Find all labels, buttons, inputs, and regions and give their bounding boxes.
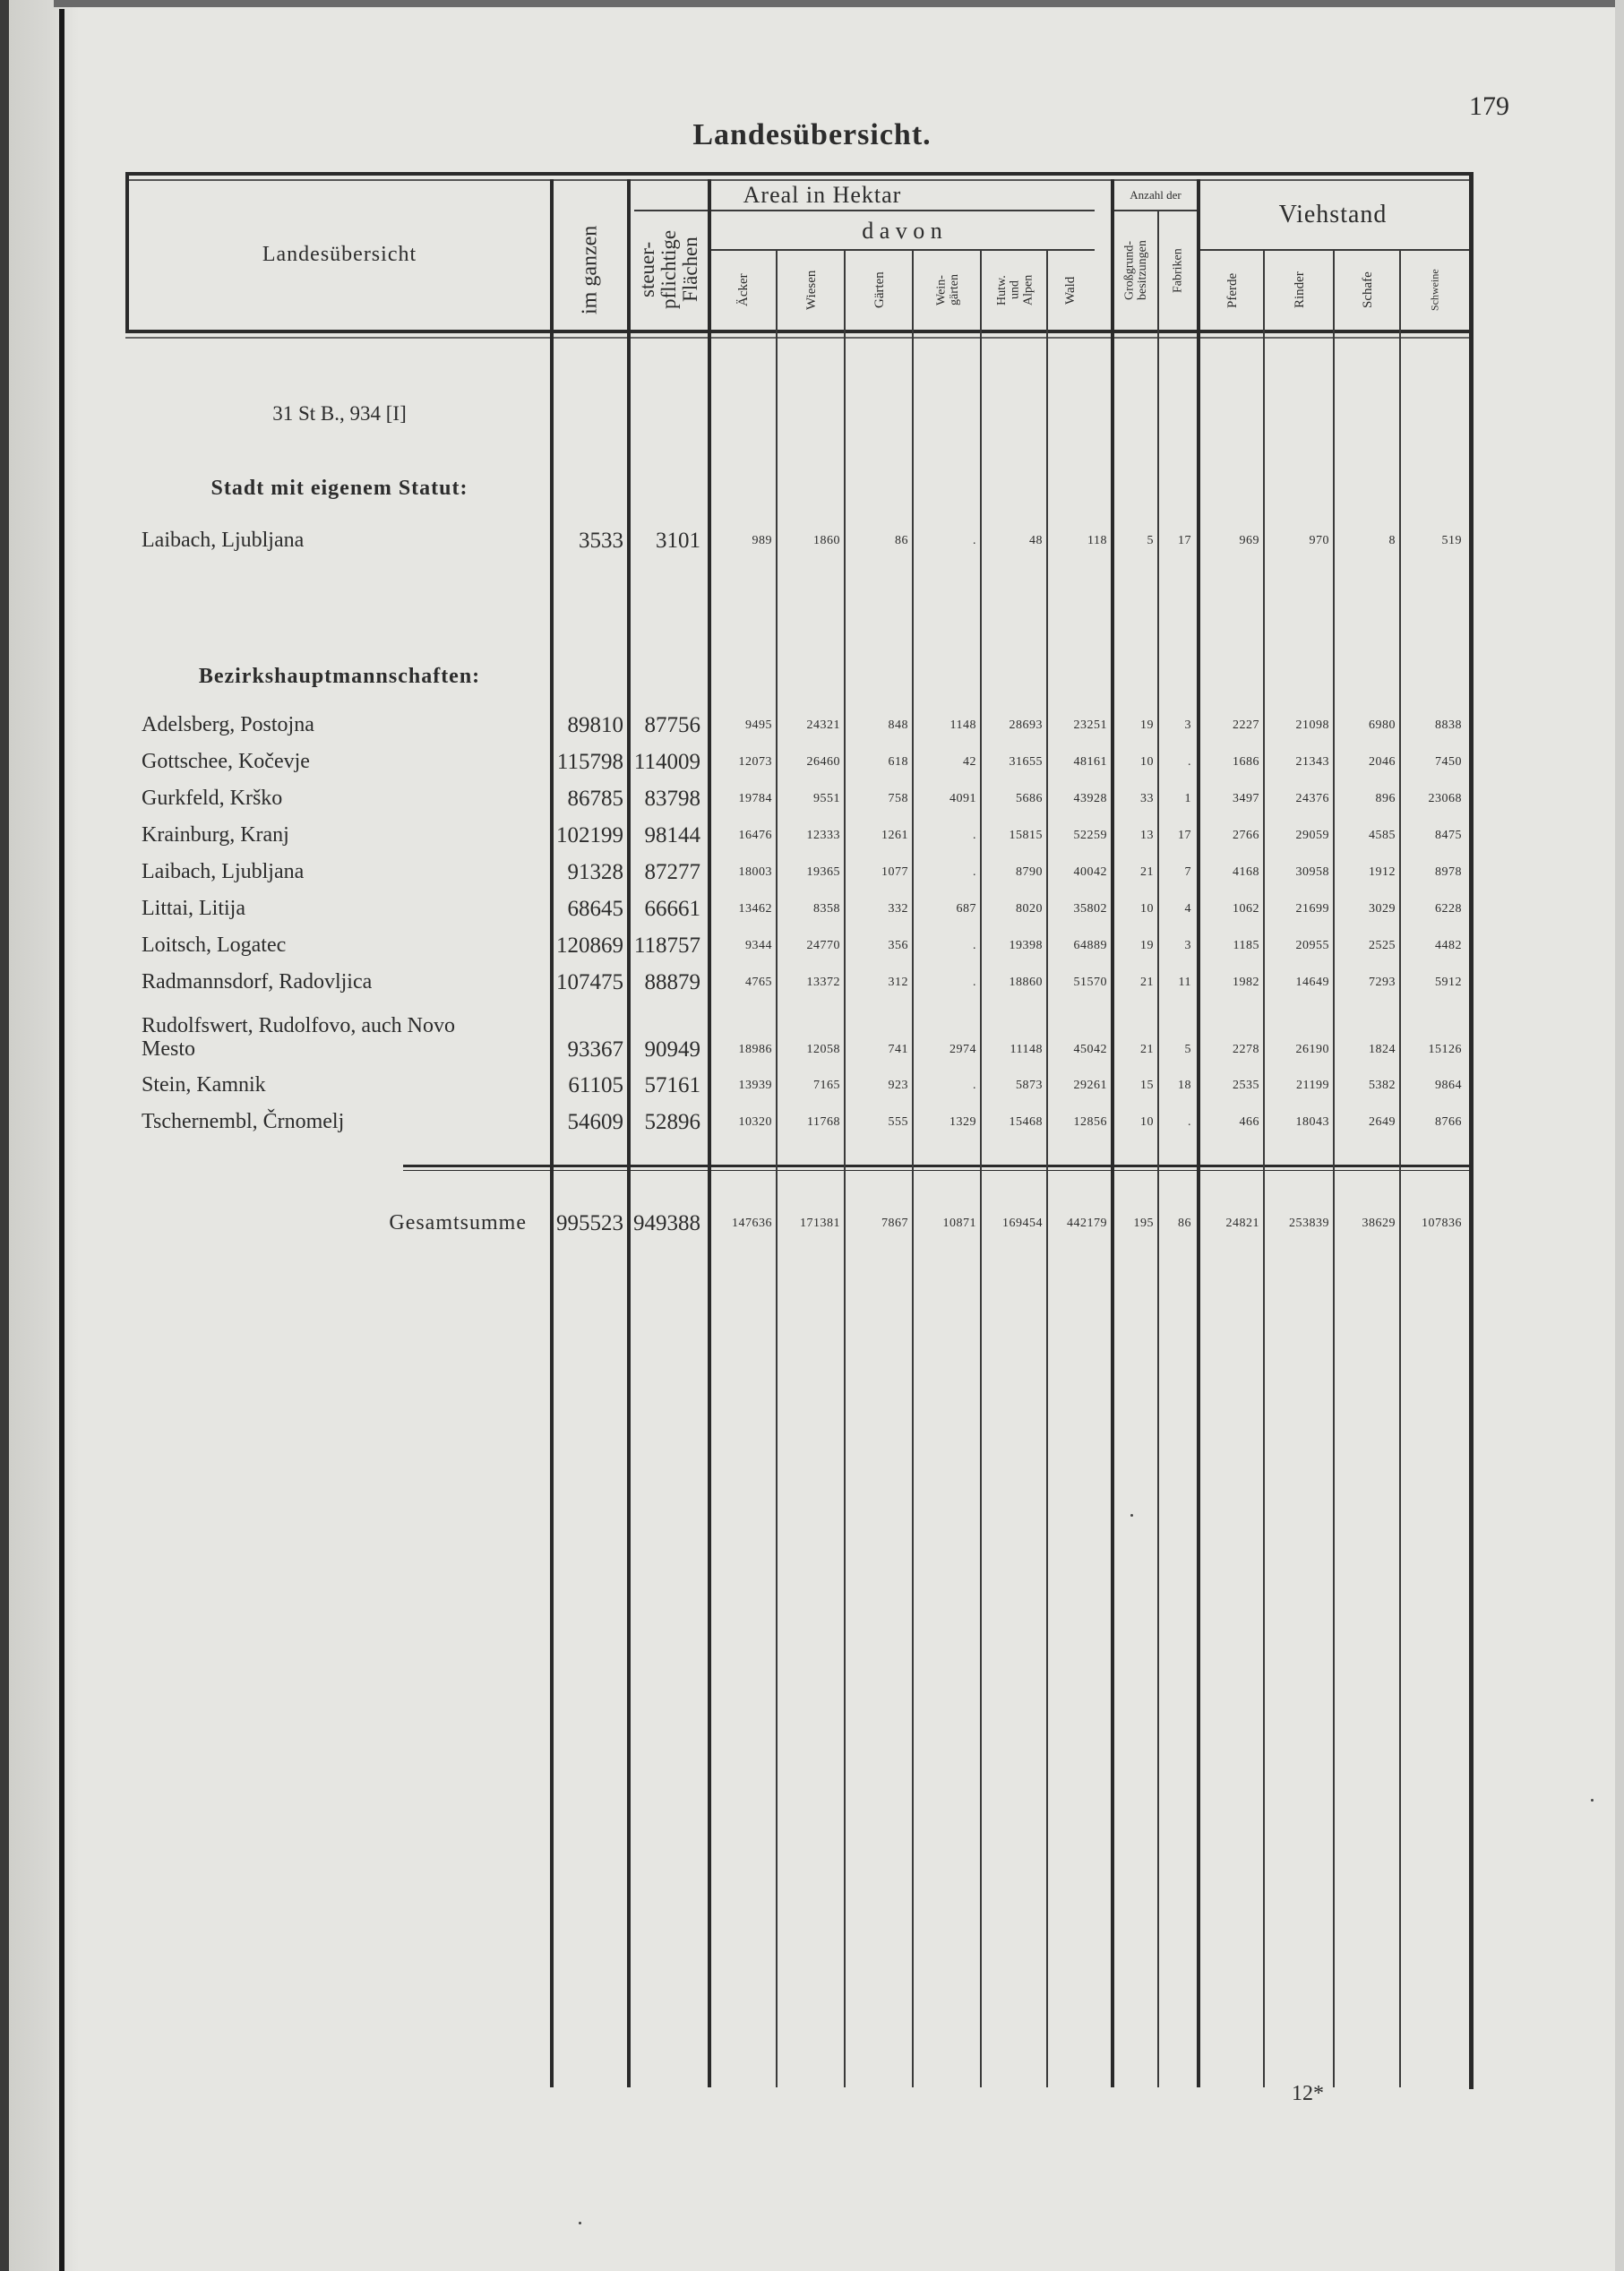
column-rule (550, 179, 554, 2087)
row-name: Laibach, Ljubljana (142, 529, 305, 552)
table-cell: 19398 (1009, 939, 1043, 952)
table-cell: 4 (1184, 902, 1191, 916)
table-cell: 1686 (1233, 755, 1259, 769)
row-name: Littai, Litija (142, 897, 245, 920)
table-cell: 758 (888, 792, 908, 805)
table-cell: 4168 (1233, 865, 1259, 879)
header-fabriken: Fabriken (1171, 248, 1185, 293)
table-cell: 741 (888, 1043, 908, 1056)
table-cell: 1824 (1369, 1043, 1396, 1056)
header-bottom-rule (125, 330, 1469, 333)
table-cell: 9344 (745, 939, 772, 952)
table-cell: 86785 (567, 787, 623, 811)
table-cell: 12058 (806, 1043, 840, 1056)
table-cell: 52896 (644, 1110, 700, 1134)
table-cell: 66661 (644, 897, 700, 921)
table-cell: 5 (1147, 534, 1154, 547)
table-cell: 51570 (1073, 976, 1107, 989)
table-cell: 949388 (633, 1211, 700, 1235)
table-cell: 7165 (813, 1079, 840, 1092)
table-cell: 57161 (644, 1073, 700, 1097)
column-rule (1333, 251, 1335, 2087)
running-title: Landesübersicht. (692, 118, 932, 151)
table-cell: 19 (1140, 718, 1154, 732)
table-cell: 8020 (1016, 902, 1043, 916)
table-cell: 28693 (1009, 718, 1043, 732)
column-rule (912, 251, 914, 2087)
table-cell: 12856 (1073, 1115, 1107, 1129)
table-cell: 24321 (806, 718, 840, 732)
table-cell: 7867 (881, 1217, 908, 1230)
table-cell: 169454 (1002, 1217, 1043, 1230)
sheet-signature: 12* (1292, 2082, 1324, 2105)
table-cell: 18043 (1295, 1115, 1329, 1129)
table-cell: . (973, 1079, 976, 1092)
table-cell: 93367 (567, 1037, 623, 1062)
table-cell: 8475 (1435, 829, 1462, 842)
header-davon: d a v o n (862, 218, 942, 244)
table-cell: 3 (1184, 939, 1191, 952)
column-rule (844, 251, 846, 2087)
table-cell: 3 (1184, 718, 1191, 732)
column-rule (1157, 211, 1159, 2087)
table-cell: 2766 (1233, 829, 1259, 842)
table-cell: 91328 (567, 860, 623, 884)
table-cell: 5912 (1435, 976, 1462, 989)
table-cell: 52259 (1073, 829, 1107, 842)
header-weingaerten: Wein- gärten (934, 274, 961, 306)
table-cell: 5382 (1369, 1079, 1396, 1092)
table-cell: 33 (1140, 792, 1154, 805)
table-cell: 68645 (567, 897, 623, 921)
table-cell: 8766 (1435, 1115, 1462, 1129)
table-cell: 995523 (556, 1211, 623, 1235)
table-cell: 555 (888, 1115, 908, 1129)
table-cell: 86 (1178, 1217, 1191, 1230)
table-cell: 30958 (1295, 865, 1329, 879)
table-cell: 171381 (800, 1217, 840, 1230)
table-cell: 43928 (1073, 792, 1107, 805)
table-cell: 42 (963, 755, 976, 769)
header-gaerten: Gärten (872, 271, 888, 309)
table-cell: . (1188, 755, 1191, 769)
header-grossgrund: Großgrund- besitzungen (1122, 240, 1149, 301)
print-speck (1130, 1514, 1133, 1517)
table-cell: 35802 (1073, 902, 1107, 916)
table-cell: 13939 (738, 1079, 772, 1092)
table-cell: 24376 (1295, 792, 1329, 805)
table-right-rule (1469, 172, 1474, 2089)
table-cell: 17 (1178, 829, 1191, 842)
column-rule (776, 251, 778, 2087)
table-cell: 4585 (1369, 829, 1396, 842)
table-cell: 1912 (1369, 865, 1396, 879)
table-cell: 87756 (644, 713, 700, 737)
table-cell: 10 (1140, 755, 1154, 769)
table-cell: . (1188, 1115, 1191, 1129)
header-hutweiden: Hutw. und Alpen (994, 274, 1035, 306)
table-cell: 11768 (807, 1115, 840, 1129)
table-cell: 21 (1140, 1043, 1154, 1056)
table-cell: 107475 (556, 970, 623, 994)
row-name: Gurkfeld, Krško (142, 787, 283, 810)
table-cell: 38629 (1362, 1217, 1396, 1230)
table-cell: 1329 (949, 1115, 976, 1129)
column-rule (1046, 251, 1048, 2087)
table-cell: 4091 (949, 792, 976, 805)
table-cell: 88879 (644, 970, 700, 994)
davon-subrule (709, 249, 1095, 251)
table-cell: 923 (888, 1079, 908, 1092)
table-cell: 969 (1239, 534, 1259, 547)
row-name: Rudolfswert, Rudolfovo, auch Novo Mesto (142, 1014, 455, 1061)
binding-edge (0, 0, 79, 2271)
header-wiesen: Wiesen (804, 270, 820, 311)
table-cell: 102199 (556, 823, 623, 847)
table-cell: 4765 (745, 976, 772, 989)
table-cell: 2974 (949, 1043, 976, 1056)
table-cell: 1982 (1233, 976, 1259, 989)
table-cell: 13462 (738, 902, 772, 916)
table-cell: 312 (888, 976, 908, 989)
table-cell: 16476 (738, 829, 772, 842)
table-cell: 13372 (806, 976, 840, 989)
table-cell: 6980 (1369, 718, 1396, 732)
table-cell: 10871 (942, 1217, 976, 1230)
table-cell: 20955 (1295, 939, 1329, 952)
header-anzahl-group: Anzahl der (1130, 188, 1181, 202)
table-cell: 356 (888, 939, 908, 952)
table-cell: 2535 (1233, 1079, 1259, 1092)
table-cell: 1077 (881, 865, 908, 879)
table-cell: . (973, 865, 976, 879)
table-cell: 466 (1239, 1115, 1259, 1129)
table-cell: 15 (1140, 1079, 1154, 1092)
table-cell: 23068 (1428, 792, 1462, 805)
table-cell: 5873 (1016, 1079, 1043, 1092)
table-cell: 15126 (1428, 1043, 1462, 1056)
header-stub: Landesübersicht (262, 242, 417, 266)
table-cell: 6228 (1435, 902, 1462, 916)
table-cell: 7450 (1435, 755, 1462, 769)
header-schweine: Schweine (1428, 269, 1441, 312)
column-rule (708, 179, 711, 2087)
table-cell: 21098 (1295, 718, 1329, 732)
table-cell: 1261 (881, 829, 908, 842)
table-cell: 7 (1184, 865, 1191, 879)
header-pferde: Pferde (1225, 272, 1241, 308)
table-cell: 21199 (1296, 1079, 1329, 1092)
table-cell: 1860 (813, 534, 840, 547)
table-cell: 19365 (806, 865, 840, 879)
table-cell: . (973, 534, 976, 547)
table-cell: 896 (1375, 792, 1396, 805)
table-cell: 8 (1388, 534, 1396, 547)
row-name: Stein, Kamnik (142, 1073, 266, 1097)
table-cell: 5686 (1016, 792, 1043, 805)
header-wald: Wald (1063, 276, 1078, 305)
table-cell: 3533 (579, 529, 623, 553)
header-areal-group: Areal in Hektar (743, 182, 902, 208)
header-rinder: Rinder (1293, 271, 1308, 309)
table-cell: 87277 (644, 860, 700, 884)
table-cell: 118757 (633, 933, 700, 958)
table-cell: 195 (1133, 1217, 1154, 1230)
total-rule-thin (403, 1170, 1469, 1171)
table-cell: 26190 (1295, 1043, 1329, 1056)
total-rule (403, 1165, 1469, 1167)
table-cell: 1062 (1233, 902, 1259, 916)
table-cell: 253839 (1289, 1217, 1329, 1230)
table-cell: 29059 (1295, 829, 1329, 842)
table-cell: 848 (888, 718, 908, 732)
spine-shadow (59, 9, 64, 2271)
table-cell: 1185 (1233, 939, 1259, 952)
anzahl-subrule (1113, 210, 1199, 211)
table-cell: 10 (1140, 1115, 1154, 1129)
table-top-rule (125, 172, 1469, 176)
header-bottom-rule-thin (125, 337, 1469, 339)
table-cell: 8790 (1016, 865, 1043, 879)
table-cell: 7293 (1369, 976, 1396, 989)
header-im-ganzen: im ganzen (578, 225, 602, 314)
table-cell: 21 (1140, 976, 1154, 989)
header-aecker: Äcker (736, 273, 752, 307)
print-speck (579, 2222, 581, 2224)
table-cell: 8838 (1435, 718, 1462, 732)
column-rule (627, 179, 631, 2087)
header-schafe: Schafe (1361, 271, 1376, 309)
table-cell: 8358 (813, 902, 840, 916)
table-cell: 519 (1441, 534, 1462, 547)
table-cell: 48 (1029, 534, 1043, 547)
table-cell: 90949 (644, 1037, 700, 1062)
table-cell: 10 (1140, 902, 1154, 916)
table-cell: . (973, 829, 976, 842)
table-cell: 442179 (1067, 1217, 1107, 1230)
column-rule (1263, 251, 1265, 2087)
table-cell: 15815 (1009, 829, 1043, 842)
row-name: Tschernembl, Črnomelj (142, 1110, 345, 1133)
table-cell: 54609 (567, 1110, 623, 1134)
table-cell: 61105 (568, 1073, 623, 1097)
table-cell: 19784 (738, 792, 772, 805)
row-name: Radmannsdorf, Radovljica (142, 970, 373, 994)
table-cell: 40042 (1073, 865, 1107, 879)
table-cell: 147636 (732, 1217, 772, 1230)
table-cell: 24770 (806, 939, 840, 952)
table-cell: 23251 (1073, 718, 1107, 732)
table-cell: 31655 (1009, 755, 1043, 769)
table-cell: 29261 (1073, 1079, 1107, 1092)
table-cell: 21343 (1295, 755, 1329, 769)
row-name: Laibach, Ljubljana (142, 860, 305, 883)
summary-line: 31 St B., 934 [I] (272, 402, 407, 425)
row-name: Adelsberg, Postojna (142, 713, 314, 736)
table-cell: 2649 (1369, 1115, 1396, 1129)
table-cell: 13 (1140, 829, 1154, 842)
column-rule (1111, 179, 1114, 2087)
row-name: Krainburg, Kranj (142, 823, 289, 847)
table-cell: 83798 (644, 787, 700, 811)
table-cell: 12073 (738, 755, 772, 769)
row-name: Loitsch, Logatec (142, 933, 287, 957)
page-number: 179 (1469, 91, 1509, 121)
table-cell: 5 (1184, 1043, 1191, 1056)
table-cell: 64889 (1073, 939, 1107, 952)
table-cell: 18003 (738, 865, 772, 879)
table-cell: 2278 (1233, 1043, 1259, 1056)
section-heading-stadt: Stadt mit eigenem Statut: (211, 477, 468, 500)
table-cell: 45042 (1073, 1043, 1107, 1056)
section-heading-bezirke: Bezirkshauptmannschaften: (198, 665, 481, 688)
table-cell: 11 (1178, 976, 1191, 989)
column-rule (1197, 179, 1200, 2087)
table-cell: 3101 (656, 529, 700, 553)
table-cell: 114009 (633, 750, 700, 774)
table-cell: 9551 (813, 792, 840, 805)
table-cell: 89810 (567, 713, 623, 737)
table-cell: 12333 (806, 829, 840, 842)
table-cell: 15468 (1009, 1115, 1043, 1129)
table-cell: 970 (1309, 534, 1329, 547)
table-cell: 10320 (738, 1115, 772, 1129)
table-cell: 332 (888, 902, 908, 916)
table-cell: 118 (1087, 534, 1107, 547)
table-cell: 19 (1140, 939, 1154, 952)
page-top-edge (54, 0, 1624, 7)
table-cell: 4482 (1435, 939, 1462, 952)
table-cell: 21699 (1295, 902, 1329, 916)
table-cell: 687 (956, 902, 976, 916)
table-cell: 3029 (1369, 902, 1396, 916)
table-cell: 3497 (1233, 792, 1259, 805)
table-cell: 107836 (1422, 1217, 1462, 1230)
table-cell: 2525 (1369, 939, 1396, 952)
table-cell: 2227 (1233, 718, 1259, 732)
table-cell: 9864 (1435, 1079, 1462, 1092)
table-cell: 120869 (556, 933, 623, 958)
table-cell: 618 (888, 755, 908, 769)
table-cell: 21 (1140, 865, 1154, 879)
table-cell: 18 (1178, 1079, 1191, 1092)
table-cell: 1 (1184, 792, 1191, 805)
table-cell: . (973, 939, 976, 952)
table-cell: 86 (895, 534, 908, 547)
header-viehstand-group: Viehstand (1278, 201, 1388, 228)
table-cell: . (973, 976, 976, 989)
table-cell: 24821 (1225, 1217, 1259, 1230)
table-cell: 18986 (738, 1043, 772, 1056)
table-cell: 9495 (745, 718, 772, 732)
print-speck (1591, 1799, 1594, 1802)
page-right-edge (1615, 0, 1624, 2271)
row-name: Gesamtsumme (389, 1211, 527, 1234)
header-steuerpflichtig: steuer- pflichtige Flächen (635, 229, 702, 310)
table-cell: 8978 (1435, 865, 1462, 879)
table-cell: 11148 (1010, 1043, 1043, 1056)
column-rule (1399, 251, 1401, 2087)
table-cell: 2046 (1369, 755, 1396, 769)
table-cell: 98144 (644, 823, 700, 847)
table-cell: 18860 (1009, 976, 1043, 989)
table-cell: 26460 (806, 755, 840, 769)
table-cell: 17 (1178, 534, 1191, 547)
row-name: Gottschee, Kočevje (142, 750, 310, 773)
table-cell: 14649 (1295, 976, 1329, 989)
column-rule (980, 251, 982, 2087)
table-cell: 1148 (949, 718, 976, 732)
table-cell: 989 (752, 534, 772, 547)
table-cell: 115798 (556, 750, 623, 774)
table-cell: 48161 (1073, 755, 1107, 769)
